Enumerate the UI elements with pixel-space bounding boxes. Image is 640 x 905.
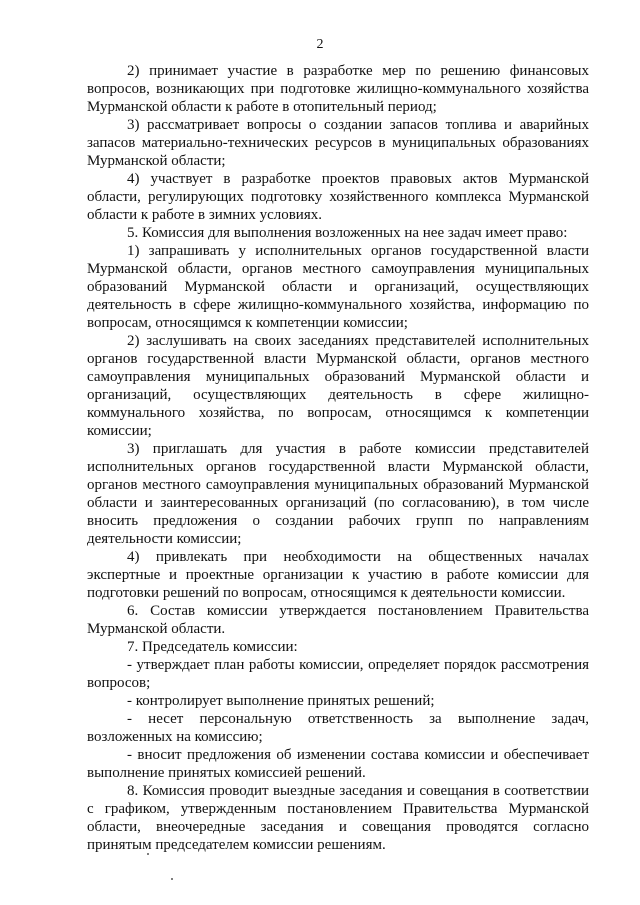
chairman-duty-4: - вносит предложения об изменении состава комиссии и обеспечивает выполнение принятых комиссией решений. (87, 747, 589, 781)
paragraph-section-7: 7. Председатель комиссии: (127, 639, 298, 655)
chairman-duty-2: - контролирует выполнение принятых решений; (127, 693, 435, 709)
paragraph-section-6: 6. Состав комиссии утверждается постановлением Правительства Мурманской области. (87, 603, 589, 637)
chairman-duty-1: - утверждает план работы комиссии, определяет порядок рассмотрения вопросов; (87, 657, 589, 691)
paragraph-section-5: 5. Комиссия для выполнения возложенных на нее задач имеет право: (127, 225, 568, 241)
paragraph-item-4: 4) участвует в разработке проектов правовых актов Мурманской области, регулирующих подготовку хозяйственного комплекса Мурманской области к работе в зимних условиях. (87, 171, 589, 223)
scan-speck (147, 853, 149, 855)
scan-speck (171, 878, 173, 880)
paragraph-right-2: 2) заслушивать на своих заседаниях представителей исполнительных органов государственной власти Мурманской области, органов местного самоуправления муниципальных образований Мурманской области и организаций, осуществляющих деятельность в сфере жилищно-коммунального хозяйства, по вопросам, относящимся к компетенции комиссии; (87, 333, 589, 439)
page-number: 2 (316, 37, 324, 52)
paragraph-item-2: 2) принимает участие в разработке мер по решению финансовых вопросов, возникающих при подготовке жилищно-коммунального хозяйства Мурманской области к работе в отопительный период; (87, 63, 589, 115)
document-body (87, 62, 589, 854)
chairman-duty-3: - несет персональную ответственность за выполнение задач, возложенных на комиссию; (87, 711, 589, 745)
paragraph-section-8: 8. Комиссия проводит выездные заседания и совещания в соответствии с графиком, утвержденным постановлением Правительства Мурманской области, внеочередные заседания и совещания проводятся согласно принятым председателем комиссии решениям. (87, 783, 589, 853)
paragraph-right-1: 1) запрашивать у исполнительных органов государственной власти Мурманской области, органов местного самоуправления муниципальных образований Мурманской области и организаций, осуществляющих деятельность в сфере жилищно-коммунального хозяйства, информацию по вопросам, относящимся к компетенции комиссии; (87, 243, 589, 331)
paragraph-item-3: 3) рассматривает вопросы о создании запасов топлива и аварийных запасов материально-технических ресурсов в муниципальных образованиях Мурманской области; (87, 117, 589, 169)
paragraph-right-3: 3) приглашать для участия в работе комиссии представителей исполнительных органов государственной власти Мурманской области, органов местного самоуправления муниципальных образований Мурманской области и заинтересованных организаций (по согласованию), в том числе вносить предложения о создании рабочих групп по направлениям деятельности комиссии; (87, 441, 589, 547)
paragraph-right-4: 4) привлекать при необходимости на общественных началах экспертные и проектные организации к участию в работе комиссии для подготовки решений по вопросам, относящимся к деятельности комиссии. (87, 549, 589, 601)
